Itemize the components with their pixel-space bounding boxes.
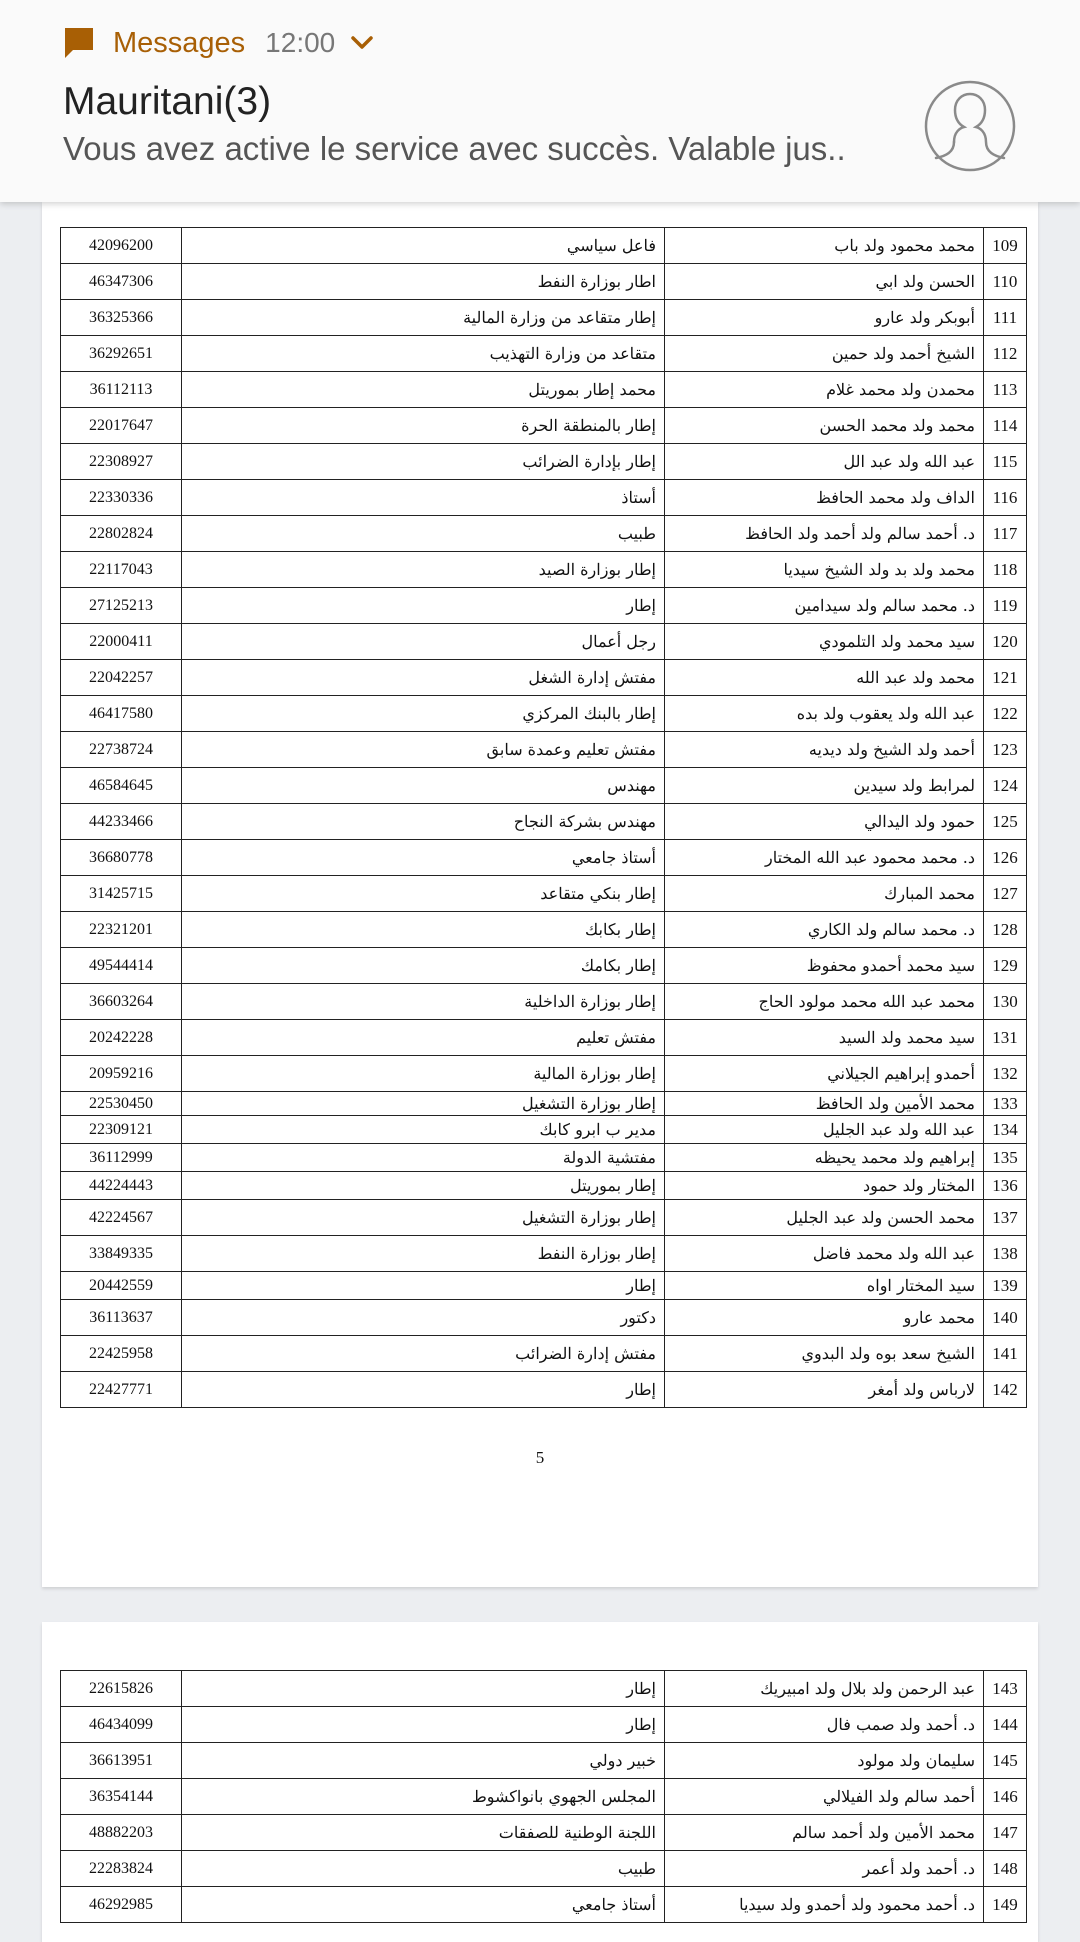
name-cell: الداف ولد محمد الحافظ [665, 480, 984, 516]
job-cell: إطار بالمنطقة الحرة [182, 408, 665, 444]
phone-cell: 22738724 [61, 732, 182, 768]
job-cell: مفتش إدارة الضرائب [182, 1336, 665, 1372]
message-icon [63, 26, 95, 60]
table-row [61, 588, 1027, 624]
phone-cell: 36112113 [61, 372, 182, 408]
row-number-cell: 120 [984, 624, 1027, 660]
app-name: Messages [113, 26, 246, 59]
job-cell: إطار بوزارة التشغيل [182, 1092, 665, 1116]
phone-cell: 36680778 [61, 840, 182, 876]
phone-cell: 36613951 [61, 1743, 182, 1779]
job-cell: إطار [182, 1707, 665, 1743]
table-row [61, 984, 1027, 1020]
row-number-cell: 121 [984, 660, 1027, 696]
phone-cell: 44233466 [61, 804, 182, 840]
phone-cell: 22308927 [61, 444, 182, 480]
table-row [61, 480, 1027, 516]
name-cell: محمد ولد عبد الله [665, 660, 984, 696]
name-cell: محمد ولد بد ولد الشيخ سيديا [665, 552, 984, 588]
row-number-cell: 123 [984, 732, 1027, 768]
phone-cell: 49544414 [61, 948, 182, 984]
table-row [61, 1116, 1027, 1144]
name-cell: محمد الأمين ولد أحمد سالم [665, 1815, 984, 1851]
name-cell: عبد الله ولد يعقوب ولد بده [665, 696, 984, 732]
row-number-cell: 134 [984, 1116, 1027, 1144]
name-cell: أحمدو إبراهيم الجيلاني [665, 1056, 984, 1092]
table-row [61, 660, 1027, 696]
table-row [61, 732, 1027, 768]
job-cell: إطار بموريتل [182, 1172, 665, 1200]
phone-cell: 33849335 [61, 1236, 182, 1272]
phone-cell: 44224443 [61, 1172, 182, 1200]
table-row [61, 1272, 1027, 1300]
row-number-cell: 148 [984, 1851, 1027, 1887]
job-cell: متقاعد من وزارة التهذيب [182, 336, 665, 372]
phone-cell: 22283824 [61, 1851, 182, 1887]
phone-cell: 22000411 [61, 624, 182, 660]
job-cell: مفتش تعليم وعمدة سابق [182, 732, 665, 768]
job-cell: مفتش إدارة الشغل [182, 660, 665, 696]
row-number-cell: 139 [984, 1272, 1027, 1300]
name-cell: سليمان ولد مولود [665, 1743, 984, 1779]
row-number-cell: 118 [984, 552, 1027, 588]
row-number-cell: 140 [984, 1300, 1027, 1336]
phone-cell: 22330336 [61, 480, 182, 516]
phone-cell: 48882203 [61, 1815, 182, 1851]
phone-cell: 27125213 [61, 588, 182, 624]
table-row [61, 804, 1027, 840]
phone-cell: 22615826 [61, 1671, 182, 1707]
table-row [61, 1887, 1027, 1923]
name-cell: إبراهيم ولد محمد يحيظه [665, 1144, 984, 1172]
job-cell: مفتش تعليم [182, 1020, 665, 1056]
job-cell: إطار [182, 588, 665, 624]
row-number-cell: 111 [984, 300, 1027, 336]
table-row [61, 444, 1027, 480]
name-cell: لارباس ولد أمغر [665, 1372, 984, 1408]
table-row [61, 1707, 1027, 1743]
row-number-cell: 119 [984, 588, 1027, 624]
table-row [61, 768, 1027, 804]
row-number-cell: 143 [984, 1671, 1027, 1707]
phone-cell: 36292651 [61, 336, 182, 372]
phone-cell: 46347306 [61, 264, 182, 300]
table-row [61, 1092, 1027, 1116]
name-cell: د. محمد سالم ولد الكاري [665, 912, 984, 948]
row-number-cell: 112 [984, 336, 1027, 372]
name-cell: سيد محمد أحمدو محفوظ [665, 948, 984, 984]
document-page-6 [42, 1622, 1038, 1942]
name-cell: عبد الله ولد محمد فاضل [665, 1236, 984, 1272]
row-number-cell: 128 [984, 912, 1027, 948]
job-cell: إطار [182, 1272, 665, 1300]
name-cell: د. أحمد ولد صمب فال [665, 1707, 984, 1743]
table-row [61, 1743, 1027, 1779]
job-cell: المجلس الجهوي بانواكشوط [182, 1779, 665, 1815]
name-cell: سيد محمد ولد السيد [665, 1020, 984, 1056]
table-row [61, 1851, 1027, 1887]
table-row [61, 1172, 1027, 1200]
phone-cell: 22309121 [61, 1116, 182, 1144]
name-cell: محمد المبارك [665, 876, 984, 912]
table-row [61, 948, 1027, 984]
name-cell: أبوبكر ولد عارو [665, 300, 984, 336]
phone-cell: 20242228 [61, 1020, 182, 1056]
row-number-cell: 138 [984, 1236, 1027, 1272]
row-number-cell: 146 [984, 1779, 1027, 1815]
job-cell: إطار بوزارة الصيد [182, 552, 665, 588]
job-cell: طبيب [182, 516, 665, 552]
name-cell: د. أحمد محمود ولد أحمدو ولد سيديا [665, 1887, 984, 1923]
table-row [61, 336, 1027, 372]
row-number-cell: 126 [984, 840, 1027, 876]
job-cell: اطار بوزارة النفط [182, 264, 665, 300]
phone-cell: 22321201 [61, 912, 182, 948]
table-row [61, 300, 1027, 336]
job-cell: مفتشية الدولة [182, 1144, 665, 1172]
phone-cell: 22117043 [61, 552, 182, 588]
table-row [61, 1236, 1027, 1272]
table-row [61, 1300, 1027, 1336]
job-cell: إطار بإدارة الضرائب [182, 444, 665, 480]
table-row [61, 840, 1027, 876]
name-cell: محمدن ولد محمد غلام [665, 372, 984, 408]
row-number-cell: 117 [984, 516, 1027, 552]
job-cell: إطار [182, 1671, 665, 1707]
job-cell: محمد إطار بموريتل [182, 372, 665, 408]
table-row [61, 228, 1027, 264]
members-table [60, 227, 1027, 1408]
phone-cell: 22425958 [61, 1336, 182, 1372]
job-cell: فاعل سياسي [182, 228, 665, 264]
row-number-cell: 144 [984, 1707, 1027, 1743]
table-row [61, 912, 1027, 948]
phone-cell: 36354144 [61, 1779, 182, 1815]
name-cell: د. أحمد ولد أعمر [665, 1851, 984, 1887]
row-number-cell: 147 [984, 1815, 1027, 1851]
row-number-cell: 113 [984, 372, 1027, 408]
row-number-cell: 141 [984, 1336, 1027, 1372]
table-row [61, 696, 1027, 732]
table-row [61, 1144, 1027, 1172]
job-cell: إطار بكابك [182, 912, 665, 948]
page-number: 5 [535, 1448, 545, 1467]
phone-cell: 22017647 [61, 408, 182, 444]
job-cell: أستاذ جامعي [182, 840, 665, 876]
table-row [61, 1200, 1027, 1236]
table-row [61, 876, 1027, 912]
row-number-cell: 114 [984, 408, 1027, 444]
job-cell: إطار متقاعد من وزارة المالية [182, 300, 665, 336]
table-row [61, 408, 1027, 444]
row-number-cell: 135 [984, 1144, 1027, 1172]
name-cell: محمد محمود ولد باب [665, 228, 984, 264]
notification-body: Vous avez active le service avec succès. Valable jus.. [63, 130, 846, 167]
table-row [61, 264, 1027, 300]
phone-cell: 31425715 [61, 876, 182, 912]
name-cell: الشيخ أحمد ولد حمين [665, 336, 984, 372]
phone-cell: 20959216 [61, 1056, 182, 1092]
name-cell: أحمد ولد الشيخ ولد ديديه [665, 732, 984, 768]
name-cell: أحمد سالم ولد الفيلالي [665, 1779, 984, 1815]
phone-cell: 22530450 [61, 1092, 182, 1116]
job-cell: مدير ب ابرو كابك [182, 1116, 665, 1144]
job-cell: مهندس بشركة النجاح [182, 804, 665, 840]
table-row [61, 1020, 1027, 1056]
name-cell: سيد المختار اواه [665, 1272, 984, 1300]
phone-cell: 36112999 [61, 1144, 182, 1172]
phone-cell: 22427771 [61, 1372, 182, 1408]
job-cell: أستاذ جامعي [182, 1887, 665, 1923]
phone-cell: 36325366 [61, 300, 182, 336]
phone-cell: 36113637 [61, 1300, 182, 1336]
name-cell: د. محمد سالم ولد سيدامين [665, 588, 984, 624]
name-cell: محمد الأمين ولد الحافظ [665, 1092, 984, 1116]
chevron-down-icon[interactable] [351, 36, 373, 50]
name-cell: عبد الله ولد عبد الجليل [665, 1116, 984, 1144]
phone-cell: 46417580 [61, 696, 182, 732]
job-cell: أستاذ [182, 480, 665, 516]
members-table [60, 1670, 1027, 1923]
row-number-cell: 133 [984, 1092, 1027, 1116]
phone-cell: 46584645 [61, 768, 182, 804]
row-number-cell: 136 [984, 1172, 1027, 1200]
table-row [61, 372, 1027, 408]
phone-cell: 46434099 [61, 1707, 182, 1743]
job-cell: إطار [182, 1372, 665, 1408]
row-number-cell: 122 [984, 696, 1027, 732]
table-row [61, 1815, 1027, 1851]
phone-cell: 36603264 [61, 984, 182, 1020]
row-number-cell: 132 [984, 1056, 1027, 1092]
name-cell: عبد الله ولد عبد الل [665, 444, 984, 480]
table-row [61, 1779, 1027, 1815]
notification-title: Mauritani(3) [63, 80, 272, 123]
table-row [61, 552, 1027, 588]
notification-header [63, 22, 373, 64]
job-cell: إطار بكامك [182, 948, 665, 984]
row-number-cell: 145 [984, 1743, 1027, 1779]
job-cell: إطار بوزارة المالية [182, 1056, 665, 1092]
name-cell: حمود ولد اليدالي [665, 804, 984, 840]
phone-cell: 20442559 [61, 1272, 182, 1300]
avatar-icon [924, 80, 1016, 172]
row-number-cell: 127 [984, 876, 1027, 912]
table-row [61, 624, 1027, 660]
job-cell: إطار بوزارة التشغيل [182, 1200, 665, 1236]
table-row [61, 516, 1027, 552]
name-cell: لمرابط ولد سيدين [665, 768, 984, 804]
row-number-cell: 115 [984, 444, 1027, 480]
name-cell: عبد الرحمن ولد بلال ولد امبيريك [665, 1671, 984, 1707]
name-cell: سيد محمد ولد التلمودي [665, 624, 984, 660]
name-cell: محمد الحسن ولد عبد الجليل [665, 1200, 984, 1236]
row-number-cell: 125 [984, 804, 1027, 840]
table-row [61, 1056, 1027, 1092]
job-cell: إطار بوزارة النفط [182, 1236, 665, 1272]
job-cell: إطار بالبنك المركزي [182, 696, 665, 732]
notification-card[interactable] [0, 0, 1080, 202]
row-number-cell: 124 [984, 768, 1027, 804]
row-number-cell: 110 [984, 264, 1027, 300]
job-cell: اللجنة الوطنية للصفقات [182, 1815, 665, 1851]
phone-cell: 46292985 [61, 1887, 182, 1923]
row-number-cell: 149 [984, 1887, 1027, 1923]
row-number-cell: 142 [984, 1372, 1027, 1408]
name-cell: محمد ولد محمد الحسن [665, 408, 984, 444]
name-cell: المختار ولد حمود [665, 1172, 984, 1200]
name-cell: د. محمد محمود عبد الله المختار [665, 840, 984, 876]
job-cell: رجل أعمال [182, 624, 665, 660]
phone-cell: 22802824 [61, 516, 182, 552]
table-row [61, 1336, 1027, 1372]
phone-cell: 42224567 [61, 1200, 182, 1236]
row-number-cell: 109 [984, 228, 1027, 264]
phone-cell: 22042257 [61, 660, 182, 696]
row-number-cell: 130 [984, 984, 1027, 1020]
row-number-cell: 116 [984, 480, 1027, 516]
row-number-cell: 129 [984, 948, 1027, 984]
table-row [61, 1372, 1027, 1408]
name-cell: محمد عبد الله محمد مولود الحاج [665, 984, 984, 1020]
job-cell: مهندس [182, 768, 665, 804]
job-cell: إطار بوزارة الداخلية [182, 984, 665, 1020]
job-cell: دكتور [182, 1300, 665, 1336]
table-row [61, 1671, 1027, 1707]
job-cell: خبير دولي [182, 1743, 665, 1779]
document-page-5 [42, 202, 1038, 1587]
name-cell: محمد عارو [665, 1300, 984, 1336]
row-number-cell: 131 [984, 1020, 1027, 1056]
row-number-cell: 137 [984, 1200, 1027, 1236]
name-cell: الشيخ سعد بوه ولد البدوي [665, 1336, 984, 1372]
job-cell: طبيب [182, 1851, 665, 1887]
phone-cell: 42096200 [61, 228, 182, 264]
name-cell: د. أحمد سالم ولد أحمد ولد الحافظ [665, 516, 984, 552]
notification-time: 12:00 [265, 27, 336, 58]
name-cell: الحسن ولد ابي [665, 264, 984, 300]
job-cell: إطار بنكي متقاعد [182, 876, 665, 912]
